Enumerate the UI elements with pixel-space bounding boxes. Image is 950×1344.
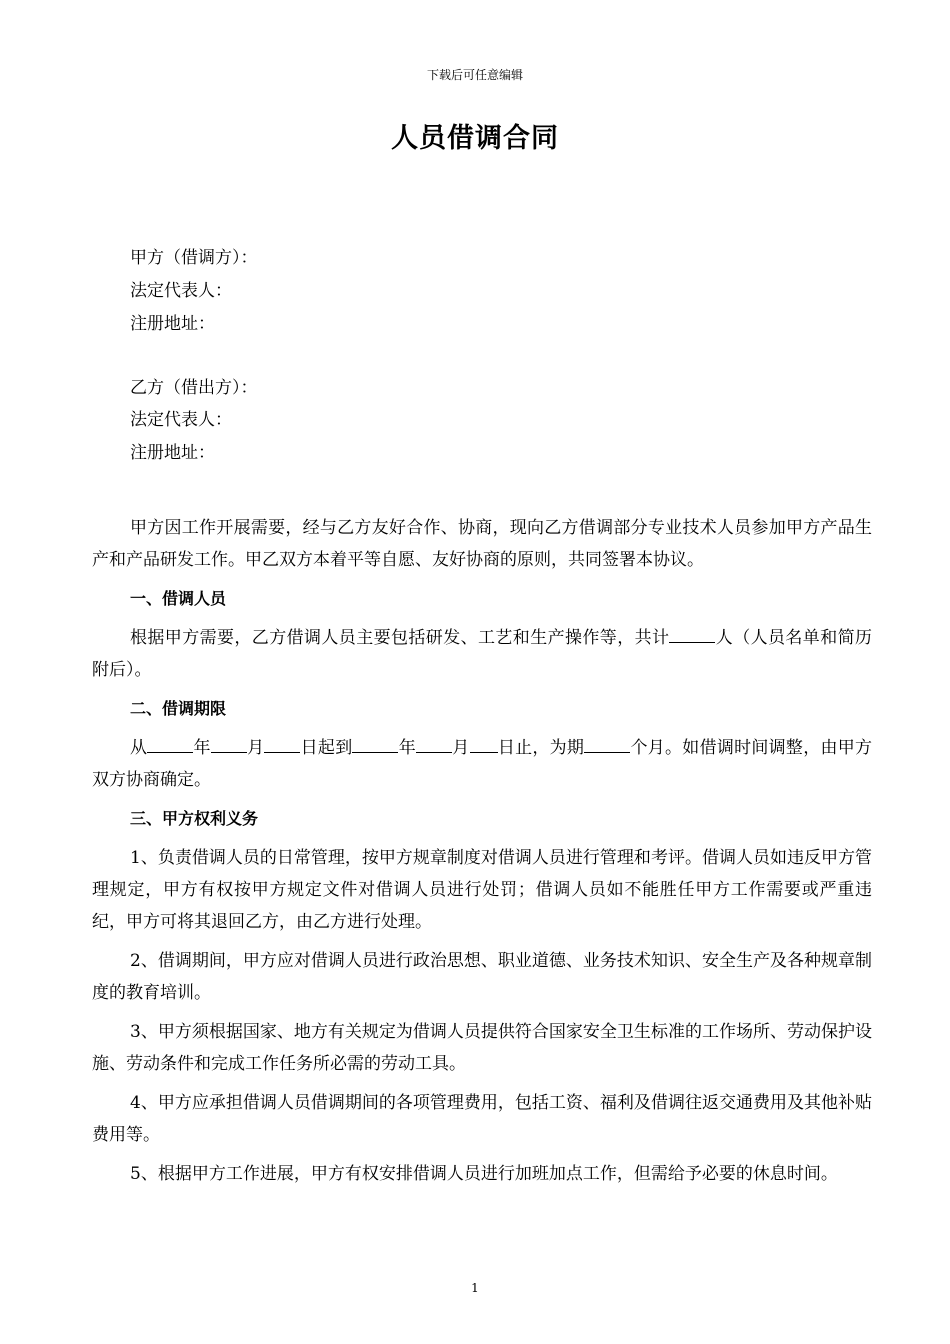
period-text-from: 从	[130, 738, 148, 758]
party-b-address-label: 注册地址：	[130, 443, 215, 463]
section3-heading: 三、甲方权利义务	[130, 809, 259, 828]
section3-item: 1、负责借调人员的日常管理，按甲方规章制度对借调人员进行管理和考评。借调人员如违反甲方管理规定，甲方有权按甲方规定文件对借调人员进行处罚；借调人员如不能胜任甲方工作需要或严重违纪，甲方可将其退回乙方，由乙方进行处理。	[92, 848, 872, 932]
period-text-year: 年	[193, 738, 211, 758]
period-text-month: 月	[246, 738, 265, 758]
personnel-count-blank[interactable]	[669, 624, 715, 643]
party-a-address-label: 注册地址：	[130, 314, 215, 334]
document-title: 人员借调合同	[391, 123, 559, 154]
page-number: 1	[471, 1281, 479, 1295]
party-a-rep-label: 法定代表人：	[130, 281, 232, 301]
period-text-until: 日止，为期	[497, 738, 585, 758]
period-text-months: 个月。如借调时间调整，由甲方双方协商确定。	[92, 738, 873, 790]
start-month-blank[interactable]	[211, 734, 247, 753]
party-a-name-label: 甲方（借调方）：	[130, 248, 258, 268]
party-b-name-label: 乙方（借出方）：	[130, 378, 258, 398]
section1-paragraph	[92, 622, 872, 686]
section3-item: 3、甲方须根据国家、地方有关规定为借调人员提供符合国家安全卫生标准的工作场所、劳动保护设施、劳动条件和完成工作任务所必需的劳动工具。	[92, 1022, 872, 1074]
section1-text-after: 人（人员名单和简历附后）。	[92, 628, 873, 680]
start-day-blank[interactable]	[264, 734, 300, 753]
preamble-paragraph: 甲方因工作开展需要，经与乙方友好合作、协商，现向乙方借调部分专业技术人员参加甲方产品生产和产品研发工作。甲乙双方本着平等自愿、友好协商的原则，共同签署本协议。	[92, 518, 872, 570]
contract-body	[92, 512, 872, 1197]
end-year-blank[interactable]	[352, 734, 398, 753]
section2-paragraph	[92, 732, 872, 796]
start-year-blank[interactable]	[147, 734, 193, 753]
section1-heading: 一、借调人员	[130, 589, 227, 608]
period-text-year-2: 年	[398, 738, 417, 758]
section2-heading: 二、借调期限	[130, 699, 227, 718]
header-note: 下载后可任意编辑	[426, 68, 523, 82]
period-text-to: 日起到	[300, 738, 353, 758]
party-b-rep-label: 法定代表人：	[130, 410, 232, 430]
section3-item: 4、甲方应承担借调人员借调期间的各项管理费用，包括工资、福利及借调往返交通费用及其他补贴费用等。	[92, 1093, 872, 1145]
duration-months-blank[interactable]	[584, 734, 630, 753]
section3-item: 5、根据甲方工作进展，甲方有权安排借调人员进行加班加点工作，但需给予必要的休息时间。	[130, 1164, 838, 1184]
section3-item: 2、借调期间，甲方应对借调人员进行政治思想、职业道德、业务技术知识、安全生产及各种规章制度的教育培训。	[92, 951, 872, 1003]
end-day-blank[interactable]	[470, 734, 498, 753]
end-month-blank[interactable]	[416, 734, 452, 753]
section1-text-before: 根据甲方需要，乙方借调人员主要包括研发、工艺和生产操作等，共计	[130, 628, 670, 648]
period-text-month-2: 月	[452, 738, 470, 758]
